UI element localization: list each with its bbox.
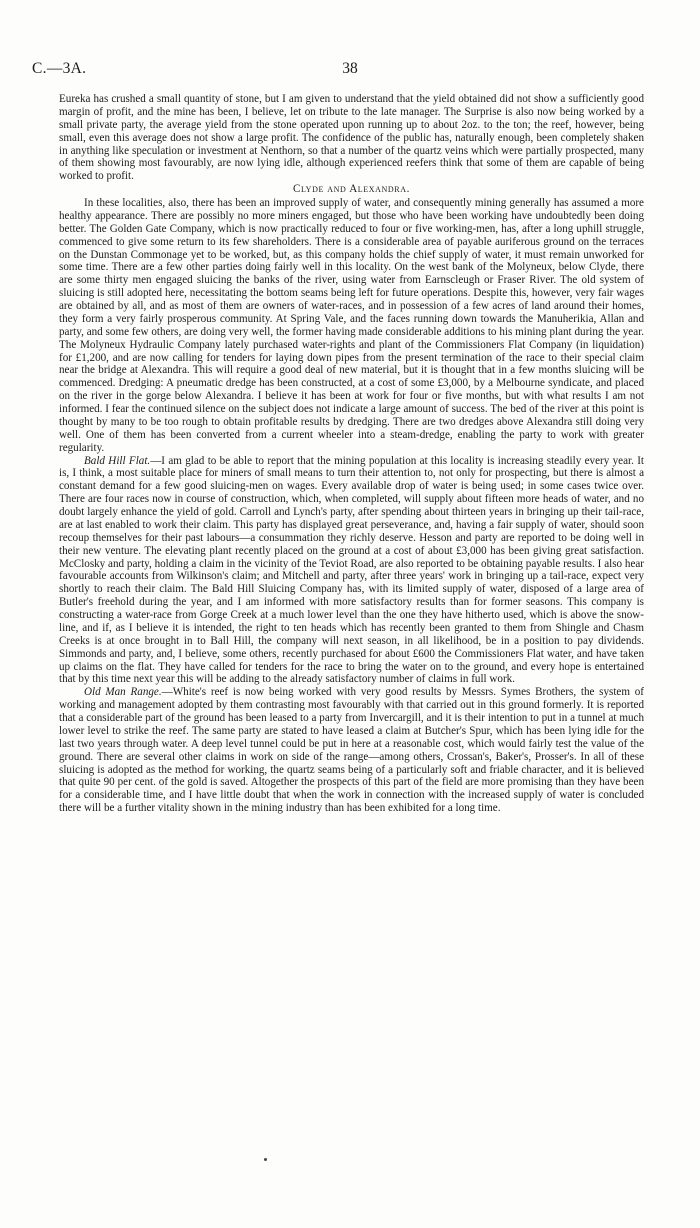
page-mark xyxy=(264,1158,267,1161)
paragraph-clyde-alexandra: In these localities, also, there has been an improved supply of water, and consequently mining generally has assumed a more healthy appearance. There are possibly no more miners engaged, but those who have been working have undoubtedly been doing better. The Golden Gate Company, which is now practically reduced to four or five working-men, has, after a long uphill struggle, commenced to give some return to its few shareholders. There is a considerable area of payable auriferous ground on the terraces on the Dunstan Commonage yet to be worked, but, as this company holds the chief supply of water, it must remain unworked for some time. There are a few other parties doing fairly well in this locality. On the west bank of the Molyneux, below Clyde, there are some thirty men engaged sluicing the banks of the river, using water from Earnscleugh or Fraser River. The old system of sluicing is still adopted here, necessitating the bottom seams being left for future operations. Despite this, however, very fair wages are obtained by all, and as most of them are owners of water-races, and in possession of a few acres of land around their homes, they form a very fairly prosperous community. At Spring Vale, and the faces running down towards the Manuherikia, Allan and party, and some few others, are doing very well, the former having made considerable additions to his mining plant during the year. The Molyneux Hydraulic Company lately purchased water-rights and plant of the Commissioners Flat Company (in liquidation) for £1,200, and are now calling for tenders for laying down pipes from the present termination of the race to their special claim near the bridge at Alexandra. This will require a good deal of new material, but it is thought that in a few months sluicing will be commenced. Dredging: A pneumatic dredge has been constructed, at a cost of some £3,000, by a Melbourne syndicate, and placed on the river in the gorge below Alexandra. I believe it has been at work for four or five months, but with what results I am not informed. I fear the continued silence on the subject does not indicate a large amount of success. The bed of the river at this point is thought by many to be too rough to obtain profitable results by dredging. There are two dredges above Alexandra still doing very well. One of them has been converted from a current wheeler into a steam-dredge, enabling the party to work with greater regularity. xyxy=(59,197,644,454)
paragraph-bald-hill-text: —I am glad to be able to report that the mining population at this locality is increasing steadily every year. It is, I think, a most suitable place for miners of small means to turn their attention to, not only for prospecting, but there is almost a constant demand for a few good sluicing-men on wages. Every available drop of water is being used; in some cases twice over. There are four races now in course of construction, which, when completed, will supply about fifteen more heads of water, and no doubt largely enhance the yield of gold. Carroll and Lynch's party, after spending about thirteen years in bringing up their tail-race, are at last enabled to work their claim. This party has displayed great perseverance, and, having a fair supply of water, should soon recoup themselves for their past labours—a consummation they richly deserve. Hesson and party are reported to be doing well in their new venture. The elevating plant recently placed on the ground at a cost of about £3,000 has been giving great satisfaction. McClosky and party, holding a claim in the vicinity of the Teviot Road, are also reported to be obtaining payable results. I also hear favourable accounts from Wilkinson's claim; and Mitchell and party, after three years' work in bringing up a tail-race, expect very shortly to reach their claim. The Bald Hill Sluicing Company has, with its limited supply of water, disposed of a large area of Butler's freehold during the year, and I am informed with more satisfactory results than for former seasons. This company is constructing a water-race from Gorge Creek at a much lower level than the one they have hitherto used, which is above the snow-line, and if, as I believe it is intended, the right to ten heads which has recently been granted to them from Shingle and Chasm Creeks is at once brought in to Ball Hill, the company will next season, in all likelihood, be in a position to pay dividends. Simmonds and party, and, I believe, some others, recently purchased for about £600 the Commissioners Flat water, and have taken up claims on the flat. They have called for tenders for the race to bring the water on to the ground, and every hope is entertained that by this time next year this will be adding to the already satisfactory number of claims in full work. xyxy=(59,454,644,686)
report-reference: C.—3A. xyxy=(32,60,87,77)
subheading-old-man-range: Old Man Range. xyxy=(84,686,162,699)
paragraph-old-man-text: —White's reef is now being worked with very good results by Messrs. Symes Brothers, the system of working and management adopted by them contrasting most favourably with that carried out in this ground formerly. It is reported that a considerable part of the ground has been leased to a party from Invercargill, and it is their intention to put in a tunnel at much lower level to strike the reef. The same party are stated to have leased a claim at Butcher's Spur, which has been lying idle for the last two years through water. A deep level tunnel could be put in here at a reasonable cost, which would fairly test the value of the ground. There are several other claims in work on side of the range—among others, Crossan's, Baker's, Prosser's. In all of these sluicing is adopted as the method for working, the quartz seams being of a particularly soft and friable character, and it is believed that quite 90 per cent. of the gold is saved. Altogether the prospects of this part of the field are more promising than they have been for a considerable time, and I have little doubt that when the work in connection with the increased supply of water is concluded there will be a further vitality shown in the mining industry than has been exhibited for a long time. xyxy=(59,686,644,815)
section-heading-clyde-alexandra: Clyde and Alexandra. xyxy=(293,183,410,196)
document-body xyxy=(59,93,644,815)
paragraph-bald-hill-flat xyxy=(59,455,644,687)
page-number: 38 xyxy=(342,60,358,77)
paragraph-eureka: Eureka has crushed a small quantity of stone, but I am given to understand that the yield obtained did not show a sufficiently good margin of profit, and the mine has been, I believe, let on tribute to the late manager. The Surprise is also now being worked by a small private party, the average yield from the stone operated upon running up to about 2oz. to the ton; the reef, however, being small, even this average does not show a large profit. The confidence of the public has, naturally enough, been completely shaken in anything like speculation or investment at Nenthorn, so that a number of the quartz veins which were partially prospected, many of them showing most favourably, are now lying idle, although experienced reefers think that some of them are capable of being worked to profit. xyxy=(59,93,644,183)
paragraph-old-man-range xyxy=(59,686,644,815)
subheading-bald-hill-flat: Bald Hill Flat. xyxy=(84,454,151,467)
